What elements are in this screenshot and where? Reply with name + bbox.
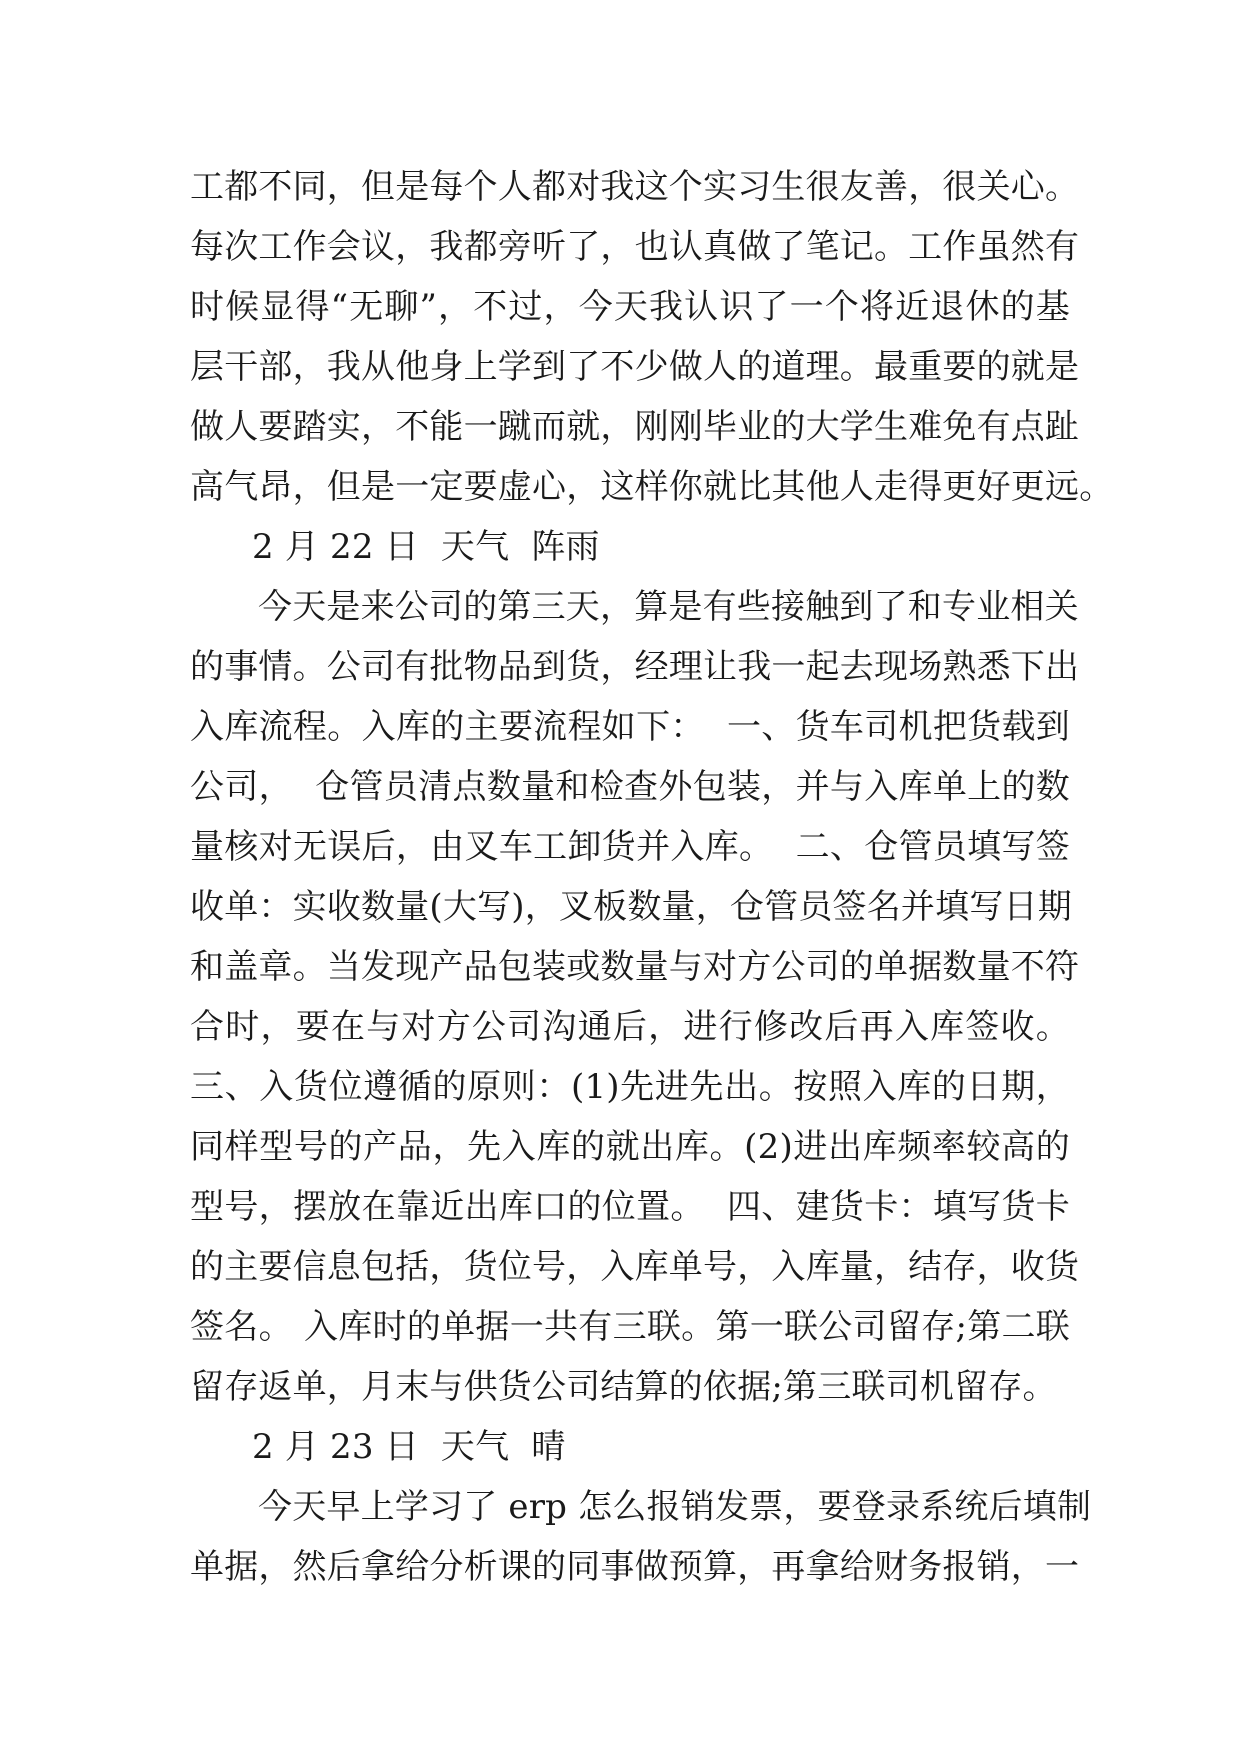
text-line: 收单：实收数量(大写)，叉板数量，仓管员签名并填写日期	[190, 887, 1072, 927]
text-line: 的事情。公司有批物品到货，经理让我一起去现场熟悉下出	[190, 647, 1080, 687]
text-line: 合时，要在与对方公司沟通后，进行修改后再入库签收。	[190, 1007, 1070, 1047]
text-line: 同样型号的产品，先入库的就出库。(2)进出库频率较高的	[190, 1127, 1070, 1167]
text-line: 三、入货位遵循的原则：(1)先进先出。按照入库的日期，	[190, 1067, 1070, 1107]
document-body	[190, 157, 1114, 1597]
text-line: 做人要踏实，不能一蹴而就，刚刚毕业的大学生难免有点趾	[190, 407, 1080, 447]
text-line: 工都不同，但是每个人都对我这个实习生很友善，很关心。	[190, 167, 1080, 207]
text-line: 今天早上学习了 erp 怎么报销发票，要登录系统后填制	[258, 1487, 1092, 1527]
text-line: 和盖章。当发现产品包装或数量与对方公司的单据数量不符	[190, 947, 1080, 987]
text-line: 单据，然后拿给分析课的同事做预算，再拿给财务报销，一	[190, 1547, 1080, 1587]
text-line: 公司， 仓管员清点数量和检查外包装，并与入库单上的数	[190, 767, 1070, 807]
diary-date-heading: 2 月 23 日 天气 晴	[252, 1427, 566, 1467]
diary-date-heading: 2 月 22 日 天气 阵雨	[252, 527, 600, 567]
text-line: 的主要信息包括，货位号，入库单号，入库量，结存，收货	[190, 1247, 1080, 1287]
text-line: 签名。 入库时的单据一共有三联。第一联公司留存;第二联	[190, 1307, 1070, 1347]
text-line: 层干部，我从他身上学到了不少做人的道理。最重要的就是	[190, 347, 1080, 387]
text-line: 今天是来公司的第三天，算是有些接触到了和专业相关	[258, 587, 1079, 627]
text-line: 高气昂，但是一定要虚心，这样你就比其他人走得更好更远。	[190, 467, 1114, 507]
text-line: 时候显得“无聊”，不过，今天我认识了一个将近退休的基	[190, 287, 1070, 327]
text-line: 量核对无误后，由叉车工卸货并入库。 二、仓管员填写签	[190, 827, 1070, 867]
text-line: 入库流程。入库的主要流程如下： 一、货车司机把货载到	[190, 707, 1070, 747]
text-line: 型号，摆放在靠近出库口的位置。 四、建货卡：填写货卡	[190, 1187, 1070, 1227]
text-line: 每次工作会议，我都旁听了，也认真做了笔记。工作虽然有	[190, 227, 1080, 267]
text-line: 留存返单，月末与供货公司结算的依据;第三联司机留存。	[190, 1367, 1057, 1407]
